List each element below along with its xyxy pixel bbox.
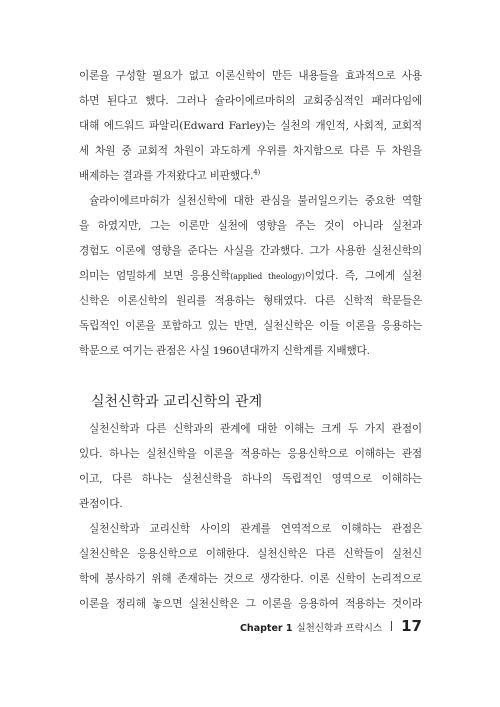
page-number: 17 <box>401 617 422 635</box>
text-line <box>79 164 422 189</box>
text-line: 하면 된다고 했다. 그러나 슐라이에르마허의 교회중심적인 패러다임에 <box>79 95 422 107</box>
text-line: 세 차원 중 교회적 차원이 과도하게 우위를 차지함으로 다른 두 차원을 <box>79 145 422 157</box>
text-line: 학문으로 여기는 관점은 사실 1960년대까지 신학계를 지배했다. <box>79 345 370 357</box>
text-line: 경험도 이론에 영향을 준다는 사실을 간과했다. 그가 사용한 실천신학의 <box>79 245 422 257</box>
english-term: (applied theology) <box>230 272 305 281</box>
section-heading: 실천신학과 교리신학의 관계 <box>91 394 263 410</box>
text-line: 이론을 정리해 놓으면 실천신학은 그 이론을 응용하여 적용하는 것이라 <box>79 598 422 610</box>
text-line: 이고, 다른 하나는 실천신학을 하나의 독립적인 영역으로 이해하는 <box>79 473 422 485</box>
text-line: 을 하였지만, 그는 이론만 실천에 영향을 주는 것이 아니라 실천과 <box>79 220 422 232</box>
text-segment: 이었다. 즉, 그에게 실천 <box>304 270 422 282</box>
chapter-title: 실천신학과 프락시스 <box>296 623 383 634</box>
text-segment: 의미는 엄밀하게 보면 응용신학 <box>79 270 231 282</box>
text-line: 있다. 하나는 실천신학을 이론을 적용하는 응용신학으로 이해하는 관점 <box>79 448 422 460</box>
body-text-bottom <box>79 417 422 617</box>
text-line: 슐라이에르마허가 실천신학에 대한 관심을 불러일으키는 중요한 역할 <box>89 195 422 207</box>
text-line: 실천신학과 교리신학 사이의 관계를 연역적으로 이해하는 관점은 <box>89 523 422 535</box>
footnote-marker: 4) <box>253 168 261 177</box>
text-line: 실천신학은 응용신학으로 이해한다. 실천신학은 다른 신학들이 실천신 <box>79 548 422 560</box>
body-text-top <box>79 64 422 364</box>
text-line: 대해 에드워드 파알리(Edward Farley)는 실천의 개인적, 사회적, 교회적 <box>79 120 422 132</box>
text-line: 실천신학과 다른 신학과의 관계에 대한 이해는 크게 두 가지 관점이 <box>89 423 422 435</box>
chapter-label: Chapter 1 <box>239 623 293 634</box>
footer-divider <box>391 621 392 631</box>
page-footer <box>240 617 422 635</box>
text-line: 관점이다. <box>79 498 123 510</box>
text-line: 신학은 이론신학의 원리를 적용하는 형태였다. 다른 신학적 학문들은 <box>79 295 422 307</box>
text-line: 이론을 구성할 필요가 없고 이론신학이 만든 내용들을 효과적으로 사용 <box>79 70 422 82</box>
text-line: 학에 봉사하기 위해 존재하는 것으로 생각한다. 이론 신학이 논리적으로 <box>79 573 422 585</box>
text-line <box>79 264 422 289</box>
text-line: 독립적인 이론을 포함하고 있는 반면, 실천신학은 이들 이론을 응용하는 <box>79 320 422 332</box>
text-segment: 배제하는 결과를 가져왔다고 비판했다. <box>79 170 254 182</box>
